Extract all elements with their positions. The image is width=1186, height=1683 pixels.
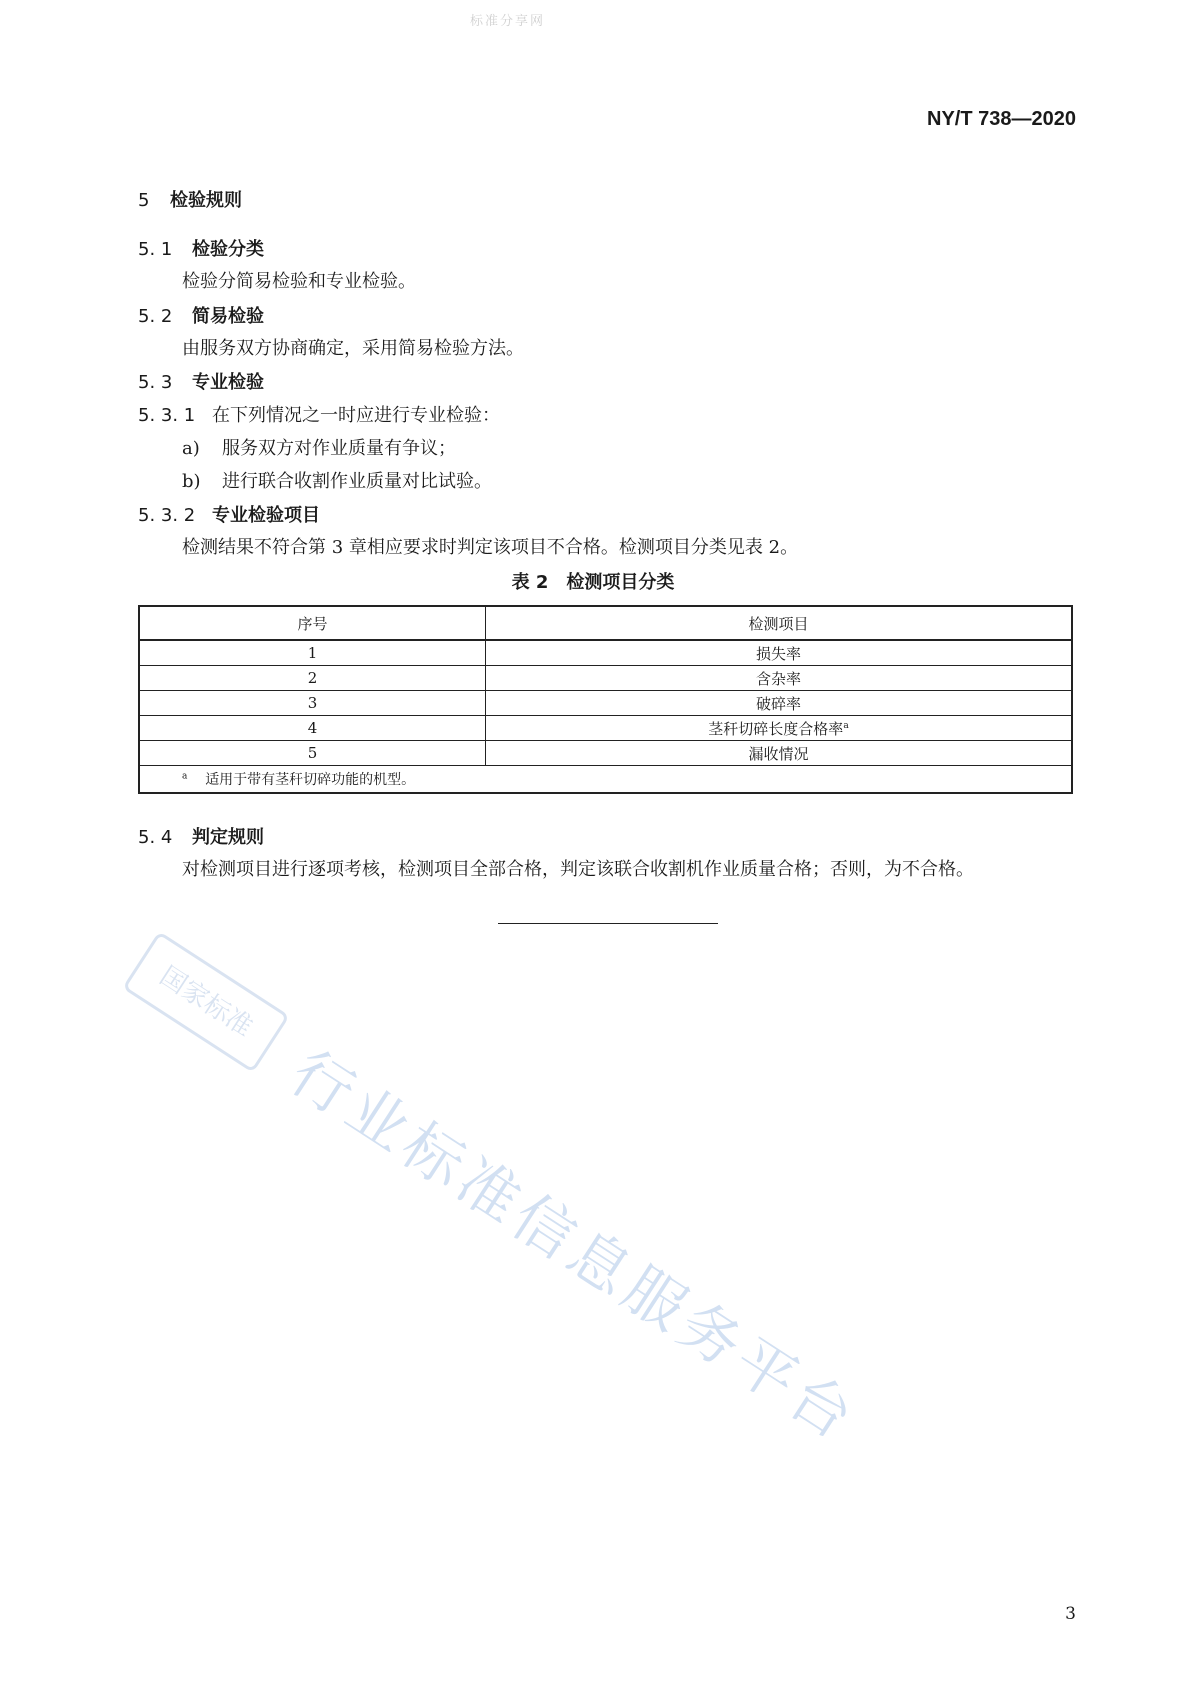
table-footnote-row [139, 766, 1072, 794]
row-item: 漏收情况 [486, 741, 1073, 766]
row-item-text: 茎秆切碎长度合格率 [708, 719, 844, 738]
section-number: 5. 3. 2 [138, 505, 196, 526]
end-rule [498, 923, 718, 924]
row-item [486, 716, 1073, 741]
section-5-4-heading [138, 823, 264, 849]
list-item-text: 进行联合收割作业质量对比试验。 [222, 471, 492, 492]
table-row [139, 716, 1072, 741]
section-5-3-2-text: 检测结果不符合第 3 章相应要求时判定该项目不合格。检测项目分类见表 2。 [182, 537, 799, 558]
section-title: 简易检验 [192, 306, 264, 327]
section-5-3-1-line [138, 401, 500, 427]
section-number: 5. 1 [138, 239, 173, 260]
list-item-text: 服务双方对作业质量有争议； [222, 438, 456, 459]
list-item-label: a) [182, 438, 200, 459]
section-5-3-heading [138, 368, 264, 394]
footnote-ref: a [843, 720, 849, 731]
section-number: 5 [138, 190, 150, 211]
row-no: 4 [139, 716, 486, 741]
table-row [139, 666, 1072, 691]
row-item: 损失率 [486, 640, 1073, 666]
section-number: 5. 2 [138, 306, 173, 327]
section-title: 专业检验 [192, 372, 264, 393]
table-footnote [139, 766, 1072, 794]
table-header-row [139, 606, 1072, 640]
section-5-2-heading [138, 302, 264, 328]
table-row [139, 741, 1072, 766]
row-item: 破碎率 [486, 691, 1073, 716]
row-no: 3 [139, 691, 486, 716]
standard-number: NY/T 738—2020 [927, 108, 1076, 130]
section-number: 5. 4 [138, 827, 173, 848]
section-title: 判定规则 [192, 827, 264, 848]
header-no: 序号 [139, 606, 486, 640]
section-title: 专业检验项目 [212, 505, 320, 526]
watermark-text: 行业标准信息服务平台 [278, 1037, 870, 1457]
section-number: 5. 3. 1 [138, 405, 196, 426]
footnote-text: 适用于带有茎秆切碎功能的机型。 [205, 772, 416, 788]
list-item-a [182, 434, 456, 460]
section-5-4-text: 对检测项目进行逐项考核，检测项目全部合格，判定该联合收割机作业质量合格；否则，为不合格。 [182, 859, 974, 880]
row-no: 5 [139, 741, 486, 766]
section-title: 检验规则 [170, 190, 242, 211]
section-5-heading [138, 186, 242, 212]
row-no: 1 [139, 640, 486, 666]
page-number: 3 [1065, 1604, 1076, 1624]
footnote-mark: a [182, 771, 188, 782]
header-item: 检测项目 [486, 606, 1073, 640]
section-5-3-2-heading [138, 501, 320, 527]
section-number: 5. 3 [138, 372, 173, 393]
section-5-2-text: 由服务双方协商确定，采用简易检验方法。 [182, 338, 524, 359]
row-item: 含杂率 [486, 666, 1073, 691]
row-no: 2 [139, 666, 486, 691]
section-text: 在下列情况之一时应进行专业检验： [212, 405, 500, 426]
section-title: 检验分类 [192, 239, 264, 260]
list-item-b [182, 467, 492, 493]
top-scan-mark: 标准分享网 [470, 14, 546, 29]
table-row [139, 691, 1072, 716]
section-5-1-text: 检验分简易检验和专业检验。 [182, 271, 416, 292]
inspection-items-table [138, 605, 1073, 794]
section-5-1-heading [138, 235, 264, 261]
table-caption: 表 2 检测项目分类 [511, 572, 675, 593]
watermark-stamp: 国家标准 [122, 931, 290, 1073]
list-item-label: b) [182, 471, 201, 492]
table-row [139, 640, 1072, 666]
